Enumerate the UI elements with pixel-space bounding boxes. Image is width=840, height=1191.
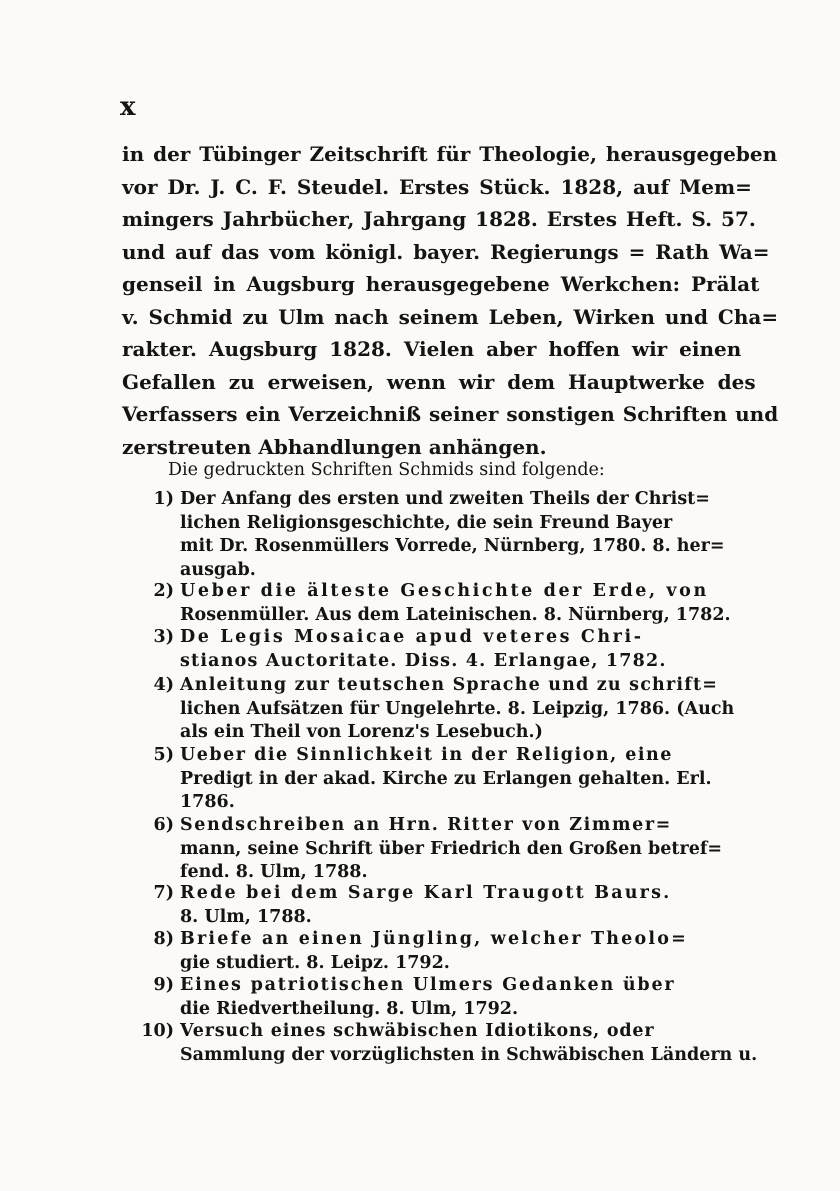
paragraph-line: mingers Jahrbücher, Jahrgang 1828. Erstes Heft. S. 57. [122, 207, 756, 231]
item-line: gie studiert. 8. Leipz. 1792. [180, 952, 450, 973]
item-line: als ein Theil von Lorenz's Lesebuch.) [180, 722, 543, 742]
paragraph-line: in der Tübinger Zeitschrift für Theologie, herausgegeben [122, 142, 778, 166]
item-line: Ueber die älteste Geschichte der Erde, von [180, 581, 709, 601]
paragraph-line: vor Dr. J. C. F. Steudel. Erstes Stück. 1828, auf Mem= [122, 174, 752, 199]
item-number: 4) [153, 675, 174, 695]
list-item [153, 744, 712, 815]
works-intro: Die gedruckten Schriften Schmids sind folgende: [168, 460, 605, 480]
item-line: Ueber die Sinnlichkeit in der Religion, eine [180, 745, 673, 765]
list-item [153, 488, 725, 582]
list-item [153, 928, 688, 975]
item-line: Rede bei dem Sarge Karl Traugott Baurs. [180, 883, 672, 903]
item-number: 7) [153, 883, 174, 903]
item-line: mann, seine Schrift über Friedrich den Großen betref= [180, 838, 723, 859]
item-line: mit Dr. Rosenmüllers Vorrede, Nürnberg, 1780. 8. her= [180, 536, 725, 556]
paragraph-line: v. Schmid zu Ulm nach seinem Leben, Wirken und Cha= [122, 304, 779, 329]
item-line: Der Anfang des ersten und zweiten Theils der Christ= [180, 489, 710, 509]
item-line: Eines patriotischen Ulmers Gedanken über [180, 975, 676, 995]
item-number: 1) [153, 489, 174, 509]
item-line: die Riedvertheilung. 8. Ulm, 1792. [180, 998, 519, 1019]
item-line: ausgab. [180, 559, 256, 580]
list-item [153, 580, 731, 627]
list-item [153, 882, 672, 929]
item-line: Versuch eines schwäbischen Idiotikons, oder [180, 1021, 655, 1041]
paragraph-line: und auf das vom königl. bayer. Regierungs = Rath Wa= [122, 239, 770, 264]
list-item [141, 1020, 758, 1067]
item-line: Anleitung zur teutschen Sprache und zu schrift= [180, 675, 719, 695]
paragraph [122, 138, 779, 463]
item-line: 1786. [180, 792, 235, 812]
paragraph-line: rakter. Augsburg 1828. Vielen aber hoffen wir einen [122, 337, 742, 361]
paragraph-line: genseil in Augsburg herausgegebene Werkchen: Prälat [122, 272, 760, 296]
item-line: De Legis Mosaicae apud veteres Chri- [180, 627, 644, 647]
list-item [153, 626, 672, 673]
item-number: 5) [153, 745, 174, 765]
item-line: lichen Aufsätzen für Ungelehrte. 8. Leipzig, 1786. (Auch [180, 698, 735, 719]
item-number: 8) [153, 929, 174, 949]
page-number: x [120, 92, 136, 122]
item-line: Rosenmüller. Aus dem Lateinischen. 8. Nürnberg, 1782. [180, 604, 731, 625]
item-line: Sendschreiben an Hrn. Ritter von Zimmer= [180, 815, 672, 835]
item-line: stianos Auctoritate. Diss. 4. Erlangae, 1782. [180, 650, 667, 671]
paragraph-line: zerstreuten Abhandlungen anhängen. [122, 434, 547, 459]
item-line: Briefe an einen Jüngling, welcher Theolo= [180, 929, 688, 949]
item-number: 10) [141, 1021, 174, 1041]
paragraph-line: Gefallen zu erweisen, wenn wir dem Hauptwerke des [122, 369, 756, 394]
item-number: 3) [153, 627, 174, 647]
item-line: 8. Ulm, 1788. [180, 906, 312, 927]
list-item [153, 814, 723, 885]
item-number: 2) [153, 581, 174, 601]
item-line: Sammlung der vorzüglichsten in Schwäbischen Ländern u. [180, 1044, 758, 1065]
item-line: Predigt in der akad. Kirche zu Erlangen gehalten. Erl. [180, 768, 712, 789]
item-number: 6) [153, 815, 174, 835]
item-line: fend. 8. Ulm, 1788. [180, 862, 368, 882]
list-item [153, 974, 676, 1021]
paragraph-line: Verfassers ein Verzeichniß seiner sonstigen Schriften und [122, 402, 779, 426]
item-line: lichen Religionsgeschichte, die sein Freund Bayer [180, 512, 673, 533]
list-item [153, 674, 735, 745]
item-number: 9) [153, 975, 174, 995]
